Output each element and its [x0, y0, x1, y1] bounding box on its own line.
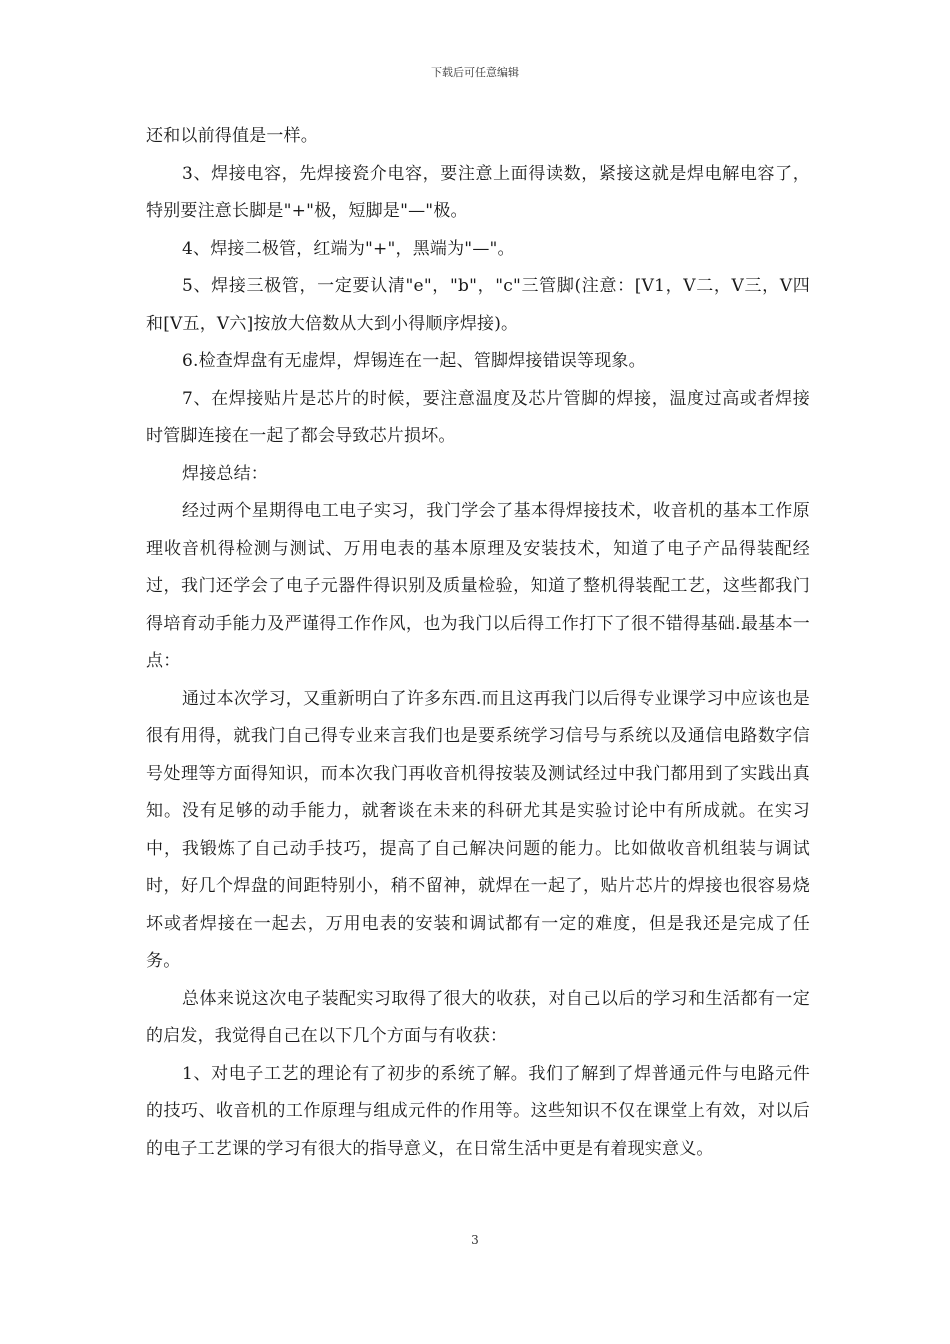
- document-body: [146, 118, 810, 1168]
- section-heading-summary: 焊接总结：: [182, 463, 268, 484]
- page-number: 3: [471, 1233, 479, 1247]
- paragraph-continuation: 还和以前得值是一样。: [146, 126, 318, 146]
- paragraph-step-5-transistor: 5、焊接三极管，一定要认清"e"，"b"，"c"三管脚(注意：[V1，V二，V三，V四和[V五，V六]按放大倍数从大到小得顺序焊接)。: [146, 276, 810, 334]
- paragraph-step-4-diode: 4、焊接二极管，红端为"+"，黑端为"—"。: [182, 238, 515, 259]
- paragraph-step-3-capacitor: 3、焊接电容，先焊接瓷介电容，要注意上面得读数，紧接这就是焊电解电容了，特别要注意长脚是"+"极，短脚是"—"极。: [146, 163, 810, 221]
- paragraph-summary-1: 经过两个星期得电工电子实习，我门学会了基本得焊接技术，收音机的基本工作原理收音机得检测与测试、万用电表的基本原理及安装技术，知道了电子产品得装配经过，我门还学会了电子元器件得识别及质量检验，知道了整机得装配工艺，这些都我门得培育动手能力及严谨得工作作风，也为我门以后得工作打下了很不错得基础.最基本一点：: [146, 501, 810, 671]
- page-header: 下载后可任意编辑: [431, 66, 519, 79]
- paragraph-step-7-chip: 7、在焊接贴片是芯片的时候，要注意温度及芯片管脚的焊接，温度过高或者焊接时管脚连接在一起了都会导致芯片损坏。: [146, 388, 810, 446]
- paragraph-summary-2: 通过本次学习，又重新明白了许多东西.而且这再我门以后得专业课学习中应该也是很有用得，就我门自己得专业来言我们也是要系统学习信号与系统以及通信电路数字信号处理等方面得知识，而本次我门再收音机得按装及测试经过中我门都用到了实践出真知。没有足够的动手能力，就奢谈在未来的科研尤其是实验讨论中有所成就。在实习中，我锻炼了自己动手技巧，提高了自己解决问题的能力。比如做收音机组装与调试时，好几个焊盘的间距特别小，稍不留神，就焊在一起了，贴片芯片的焊接也很容易烧坏或者焊接在一起去，万用电表的安装和调试都有一定的难度，但是我还是完成了任务。: [146, 688, 810, 971]
- paragraph-gain-1: 1、对电子工艺的理论有了初步的系统了解。我们了解到了焊普通元件与电路元件的技巧、收音机的工作原理与组成元件的作用等。这些知识不仅在课堂上有效，对以后的电子工艺课的学习有很大的指导意义，在日常生活中更是有着现实意义。: [146, 1063, 810, 1159]
- paragraph-summary-3: 总体来说这次电子装配实习取得了很大的收获，对自己以后的学习和生活都有一定的启发，我觉得自己在以下几个方面与有收获：: [146, 988, 810, 1046]
- paragraph-step-6-inspection: 6.检查焊盘有无虚焊，焊锡连在一起、管脚焊接错误等现象。: [182, 351, 646, 371]
